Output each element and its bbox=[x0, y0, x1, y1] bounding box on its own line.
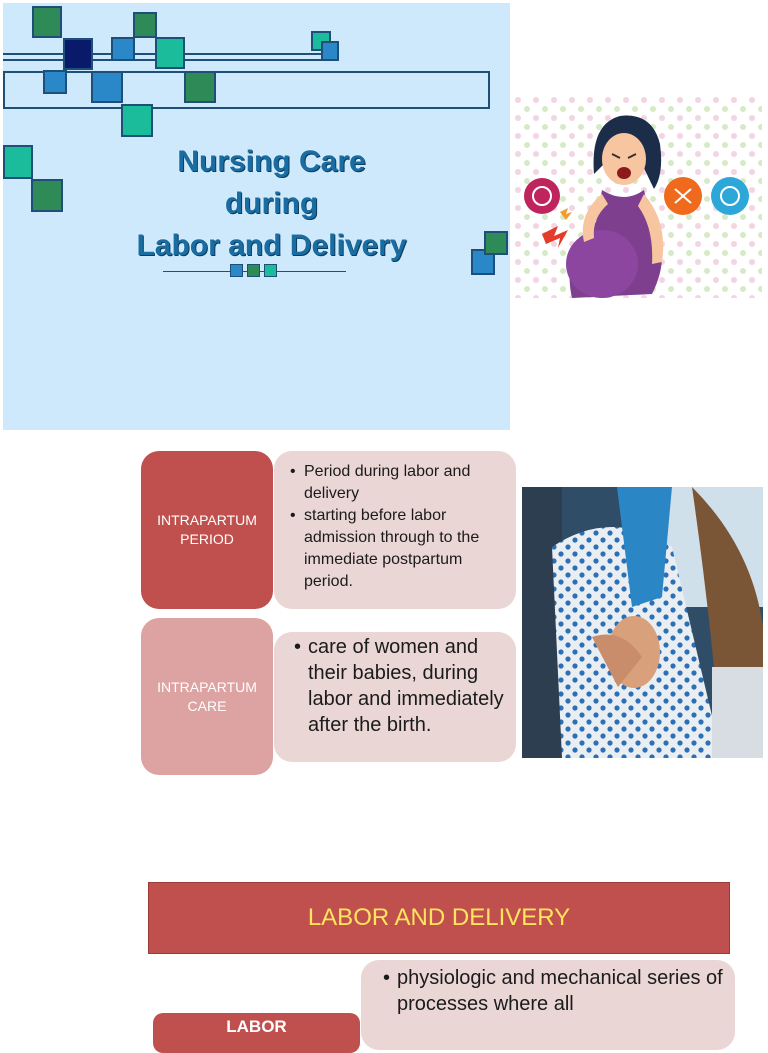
intrapartum-care-label bbox=[141, 618, 273, 775]
decor-square bbox=[63, 38, 93, 70]
decor-square bbox=[121, 104, 153, 137]
decor-square bbox=[321, 41, 339, 61]
slide-title-line-3: Labor and Delivery bbox=[136, 229, 407, 262]
decor-square bbox=[247, 264, 260, 277]
decor-square bbox=[264, 264, 277, 277]
decor-square bbox=[184, 71, 216, 103]
labor-and-delivery-header-text: LABOR AND DELIVERY bbox=[307, 904, 571, 931]
labor-label bbox=[153, 1013, 360, 1053]
bullet-item: • starting before labor admission through to the immediate postpartum period. bbox=[304, 505, 506, 593]
labor-photo-image bbox=[522, 487, 763, 758]
bullet-item: • care of women and their babies, during labor and immediately after the birth. bbox=[308, 634, 506, 738]
slide-title-line-1: Nursing Care bbox=[177, 145, 366, 178]
labor-pain-illustration bbox=[512, 94, 762, 298]
decor-square bbox=[230, 264, 243, 277]
bullet-item: • Period during labor and delivery bbox=[304, 461, 506, 505]
decor-square bbox=[111, 37, 135, 61]
decor-square bbox=[91, 71, 123, 103]
decor-square bbox=[155, 37, 185, 69]
intrapartum-care-label-text: INTRAPARTUM CARE bbox=[157, 678, 257, 714]
title-slide bbox=[3, 3, 510, 430]
labor-and-delivery-header bbox=[148, 882, 730, 954]
pregnant-woman-image bbox=[512, 94, 762, 298]
labor-label-text: LABOR bbox=[226, 1017, 287, 1036]
labor-description bbox=[361, 960, 735, 1050]
intrapartum-care-description bbox=[274, 632, 516, 762]
decor-square bbox=[32, 6, 62, 38]
intrapartum-period-description bbox=[274, 451, 516, 609]
decor-frame bbox=[3, 71, 490, 109]
decor-square bbox=[133, 12, 157, 38]
slide-title-line-2: during bbox=[224, 187, 319, 220]
decor-square bbox=[43, 70, 67, 94]
bullet-item: • physiologic and mechanical series of processes where all bbox=[397, 965, 725, 1017]
hospital-labor-photo bbox=[522, 487, 763, 758]
intrapartum-period-label-text: INTRAPARTUM PERIOD bbox=[157, 512, 257, 547]
intrapartum-period-label bbox=[141, 451, 273, 609]
